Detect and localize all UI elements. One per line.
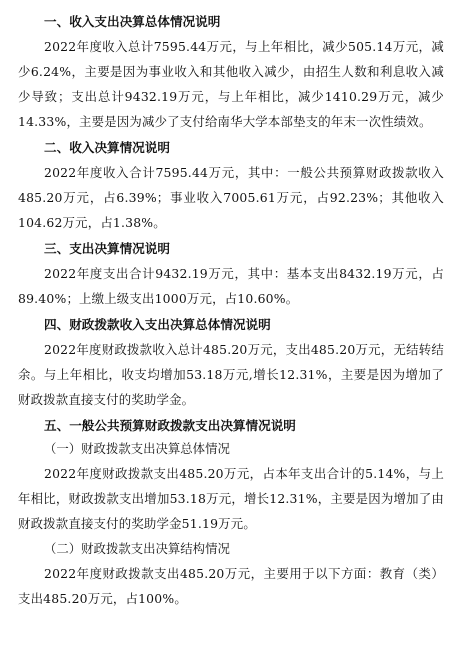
section-2-heading: 二、收入决算情况说明 — [44, 140, 170, 155]
subsection-1-title: （一）财政拨款支出决算总体情况 — [44, 441, 230, 456]
section-5-heading: 五、一般公共预算财政拨款支出决算情况说明 — [44, 418, 296, 433]
subsection-1-body: 2022年度财政拨款支出485.20万元，占本年支出合计的5.14%，与上年相比，财政拨款支出增加53.18万元，增长12.31%，主要是因为增加了由财政拨款直接支付的奖助学金51.19万元。 — [18, 466, 444, 531]
subsection-2-body: 2022年度财政拨款支出485.20万元，主要用于以下方面：教育（类）支出485.20万元，占100%。 — [18, 566, 444, 606]
subsection-2-title: （二）财政拨款支出决算结构情况 — [44, 541, 230, 556]
section-1-heading: 一、收入支出决算总体情况说明 — [44, 14, 221, 29]
section-4-body: 2022年度财政拨款收入总计485.20万元，支出485.20万元，无结转结余。与上年相比，收支均增加53.18万元,增长12.31%，主要是因为增加了财政拨款直接支付的奖助学金。 — [18, 342, 444, 407]
section-4-heading: 四、财政拨款收入支出决算总体情况说明 — [44, 317, 271, 332]
section-2-body: 2022年度收入合计7595.44万元，其中：一般公共预算财政拨款收入485.20万元，占6.39%；事业收入7005.61万元，占92.23%；其他收入104.62万元，占1.38%。 — [18, 165, 444, 230]
section-1-body: 2022年度收入总计7595.44万元，与上年相比，减少505.14万元，减少6.24%，主要是因为事业收入和其他收入减少，由招生人数和利息收入减少导致；支出总计9432.19万元，与上年相比，减少1410.29万元，减少14.33%，主要是因为减少了支付给南华大学本部垫支的年末一次性绩效。 — [18, 39, 444, 129]
section-3-body: 2022年度支出合计9432.19万元，其中：基本支出8432.19万元，占89.40%；上缴上级支出1000万元，占10.60%。 — [18, 266, 444, 306]
section-3-heading: 三、支出决算情况说明 — [44, 241, 170, 256]
